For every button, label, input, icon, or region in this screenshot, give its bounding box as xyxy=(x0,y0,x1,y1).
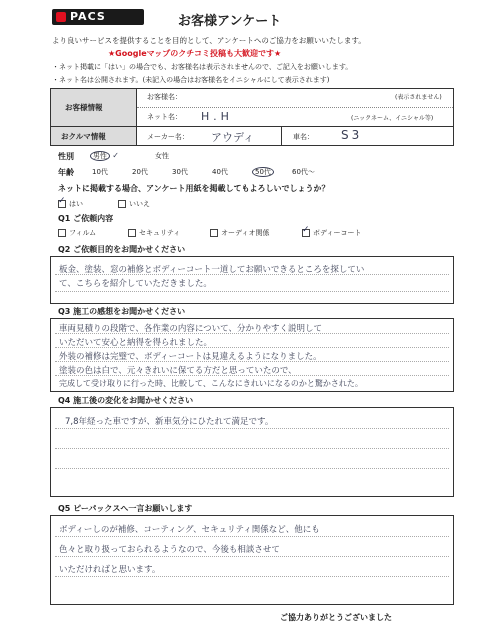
consent-yes-checkbox[interactable] xyxy=(58,200,66,208)
logo-text: PACS xyxy=(70,10,106,23)
consent-no-checkbox[interactable] xyxy=(118,200,126,208)
consent-no[interactable] xyxy=(118,199,150,209)
q4-answer-line: 7,8年経った車ですが、新車気分にひたれて満足です。 xyxy=(65,417,274,427)
info-table xyxy=(50,88,454,146)
q1-option-security[interactable] xyxy=(128,228,180,238)
q3-answer-line: いただいて安心と納得を得られました。 xyxy=(59,338,213,348)
maker-value[interactable]: アウディ xyxy=(211,131,255,144)
q5-answer-line: 色々と取り扱っておられるようなので、今後も相談させて xyxy=(59,545,280,555)
age-option-50-text: 50代 xyxy=(252,167,274,177)
q5-answer-line: いただければと思います。 xyxy=(59,565,161,575)
age-option-40[interactable]: 40代 xyxy=(212,168,228,176)
q1-security-text: セキュリティ xyxy=(139,229,181,237)
q1-option-audio[interactable] xyxy=(210,228,269,238)
gender-label: 性別 xyxy=(58,152,74,161)
intro-text: より良いサービスを提供することを目的として、アンケートへのご協力をお願いいたします。 xyxy=(52,36,366,45)
thanks-text: ご協力ありがとうございました xyxy=(280,613,392,622)
q1-option-film[interactable] xyxy=(58,228,96,238)
age-label: 年齢 xyxy=(58,168,74,177)
q5-title: Q5 ピーパックスへ一言お願いします xyxy=(58,504,193,513)
customer-info-label: お客様情報 xyxy=(65,103,103,112)
age-option-30[interactable]: 30代 xyxy=(172,168,188,176)
q5-answer-box[interactable] xyxy=(50,515,454,605)
q2-answer-line: 板金、塗装、窓の補修とボディーコート一道してお願いできるところを探していて、こちらを紹介していただきました。 xyxy=(59,265,365,289)
q2-answer-box[interactable] xyxy=(50,256,454,304)
q1-bodycoat-text: ボディーコート xyxy=(313,229,362,237)
q3-answer-line: 完成して受け取りに行った時、比較して、こんなにきれいになるのかと驚かされた。 xyxy=(59,379,363,388)
q1-bodycoat-checkbox[interactable] xyxy=(302,229,310,237)
q1-film-text: フィルム xyxy=(69,229,97,237)
q3-answer-line: 外装の補修は完璧で、ボディーコートは見違えるようになりました。 xyxy=(59,352,322,362)
model-value[interactable]: S3 xyxy=(341,128,363,142)
logo-mark-icon xyxy=(56,12,66,22)
consent-question: ネットに掲載する場合、アンケート用紙を掲載してもよろしいでしょうか？ xyxy=(58,184,330,193)
consent-yes[interactable] xyxy=(58,199,83,209)
gender-male[interactable] xyxy=(90,151,119,161)
page-title: お客様アンケート xyxy=(178,14,282,29)
age-option-10[interactable]: 10代 xyxy=(92,168,108,176)
q1-title: Q1 ご依頼内容 xyxy=(58,214,114,223)
net-name-label: ネット名： xyxy=(147,113,182,121)
note-1: ・ネット掲載に「はい」の場合でも、お客様名は表示されませんので、ご記入をお願いします。 xyxy=(52,63,353,71)
q4-answer-box[interactable] xyxy=(50,407,454,497)
name-hidden-note: (表示されません) xyxy=(395,94,442,101)
consent-no-text: いいえ xyxy=(129,200,150,208)
q2-title: Q2 ご依頼目的をお聞かせください xyxy=(58,245,186,254)
age-option-20[interactable]: 20代 xyxy=(132,168,148,176)
q1-audio-checkbox[interactable] xyxy=(210,229,218,237)
q3-answer-box[interactable] xyxy=(50,318,454,392)
q5-answer-line: ボディーしのが補修、コーティング、セキュリティ関係など、他にも xyxy=(59,525,320,535)
car-info-label: おクルマ情報 xyxy=(61,132,106,141)
q1-option-bodycoat[interactable] xyxy=(302,228,361,238)
note-2: ・ネット名は公開されます。(未記入の場合はお客様名をイニシャルにして表示されます) xyxy=(52,76,330,84)
gender-check-icon: ✓ xyxy=(112,151,119,160)
net-name-hint: (ニックネーム、イニシャル等) xyxy=(351,115,434,122)
net-name-value[interactable]: H.H xyxy=(201,110,233,123)
q3-answer-line: 塗装の色は白で、元々きれいに保てる方だと思っていたので、 xyxy=(59,366,297,376)
q1-film-checkbox[interactable] xyxy=(58,229,66,237)
google-line: ★Googleマップのクチコミ投稿も大歓迎です★ xyxy=(108,49,282,58)
maker-label: メーカー名： xyxy=(147,133,189,141)
age-option-50[interactable] xyxy=(252,167,274,177)
q4-title: Q4 施工後の変化をお聞かせください xyxy=(58,396,194,405)
gender-female[interactable]: 女性 xyxy=(155,152,169,160)
consent-yes-text: はい xyxy=(69,200,83,208)
gender-male-text: 男性 xyxy=(90,151,110,161)
q1-audio-text: オーディオ関係 xyxy=(221,229,270,237)
q3-answer-line: 車両見積りの段階で、各作業の内容について、分かりやすく説明して xyxy=(59,324,322,334)
model-label: 車名： xyxy=(293,133,314,141)
q3-title: Q3 施工の感想をお聞かせください xyxy=(58,307,186,316)
customer-name-label: お客様名： xyxy=(147,93,182,101)
age-option-60[interactable]: 60代～ xyxy=(292,168,315,176)
q1-security-checkbox[interactable] xyxy=(128,229,136,237)
pacs-logo xyxy=(52,9,144,25)
